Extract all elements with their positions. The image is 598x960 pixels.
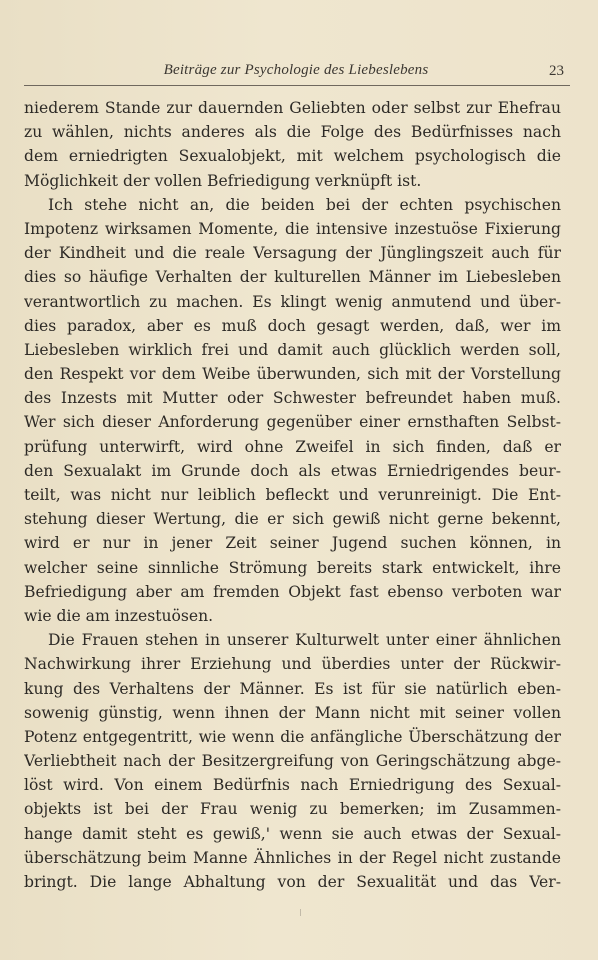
text-line: Verliebtheit nach der Besitzergreifung von Geringschätzung abge- [24, 752, 561, 771]
text-line: kung des Verhaltens der Männer. Es ist für sie natürlich eben- [24, 679, 561, 698]
text-line: zu wählen, nichts anderes als die Folge des Bedürfnisses nach [24, 123, 561, 142]
running-title: Beiträge zur Psychologie des Liebeslebens [163, 62, 429, 78]
text-line: dies paradox, aber es muß doch gesagt werden, daß, wer im [24, 316, 561, 335]
text-line: Impotenz wirksamen Momente, die intensive inzestuöse Fixierung [24, 219, 561, 238]
text-line: Wer sich dieser Anforderung gegenüber einer ernsthaften Selbst- [24, 413, 561, 432]
text-line: objekts ist bei der Frau wenig zu bemerken; im Zusammen- [24, 800, 561, 819]
text-line: niederem Stande zur dauernden Geliebten oder selbst zur Ehefrau [24, 99, 561, 117]
text-line: überschätzung beim Manne Ähnliches in der Regel nicht zustande [24, 848, 561, 867]
text-line: prüfung unterwirft, wird ohne Zweifel in sich finden, daß er [24, 437, 561, 456]
text-line: bringt. Die lange Abhaltung von der Sexualität und das Ver- [24, 873, 561, 891]
text-line: teilt, was nicht nur leiblich befleckt und verunreinigt. Die Ent- [24, 486, 561, 504]
text-line: wie die am inzestuösen. [24, 606, 214, 625]
text-line: dies so häufige Verhalten der kulturellen Männer im Liebesleben [24, 268, 561, 287]
text-line: Nachwirkung ihrer Erziehung und überdies unter der Rückwir- [24, 655, 561, 674]
text-line: verantwortlich zu machen. Es klingt wenig anmutend und über- [24, 292, 561, 311]
text-line: Potenz entgegentritt, wie wenn die anfängliche Überschätzung der [24, 727, 561, 746]
text-line: hange damit steht es gewiß,' wenn sie auch etwas der Sexual- [24, 824, 561, 843]
text-line: Die Frauen stehen in unserer Kulturwelt unter einer ähnlichen [48, 631, 561, 650]
text-line: Liebesleben wirklich frei und damit auch glücklich werden soll, [24, 340, 561, 359]
text-line: des Inzests mit Mutter oder Schwester befreundet haben muß. [24, 389, 561, 408]
header-rule [24, 85, 570, 86]
text-line: sowenig günstig, wenn ihnen der Mann nicht mit seiner vollen [24, 703, 561, 722]
text-line: den Respekt vor dem Weibe überwunden, sich mit der Vorstellung [24, 365, 561, 384]
text-line: der Kindheit und die reale Versagung der Jünglingszeit auch für [24, 244, 561, 263]
text-line: Möglichkeit der vollen Befriedigung verknüpft ist. [24, 171, 422, 190]
text-line: stehung dieser Wertung, die er sich gewiß nicht gerne bekennt, [24, 510, 561, 529]
text-line: Befriedigung aber am fremden Objekt fast ebenso verboten war [24, 582, 561, 601]
text-line: den Sexualakt im Grunde doch als etwas Erniedrigendes beur- [24, 461, 561, 480]
text-line: Ich stehe nicht an, die beiden bei der echten psychischen [48, 195, 561, 214]
text-line: wird er nur in jener Zeit seiner Jugend suchen können, in [24, 534, 561, 553]
text-line: welcher seine sinnliche Strömung bereits stark entwickelt, ihre [24, 558, 561, 577]
text-line: dem erniedrigten Sexualobjekt, mit welchem psychologisch die [24, 147, 561, 166]
page-number: 23 [549, 63, 564, 79]
text-line: löst wird. Von einem Bedürfnis nach Erniedrigung des Sexual- [24, 776, 561, 795]
body-text [24, 96, 561, 894]
print-speck [300, 909, 301, 916]
running-header [24, 60, 568, 86]
